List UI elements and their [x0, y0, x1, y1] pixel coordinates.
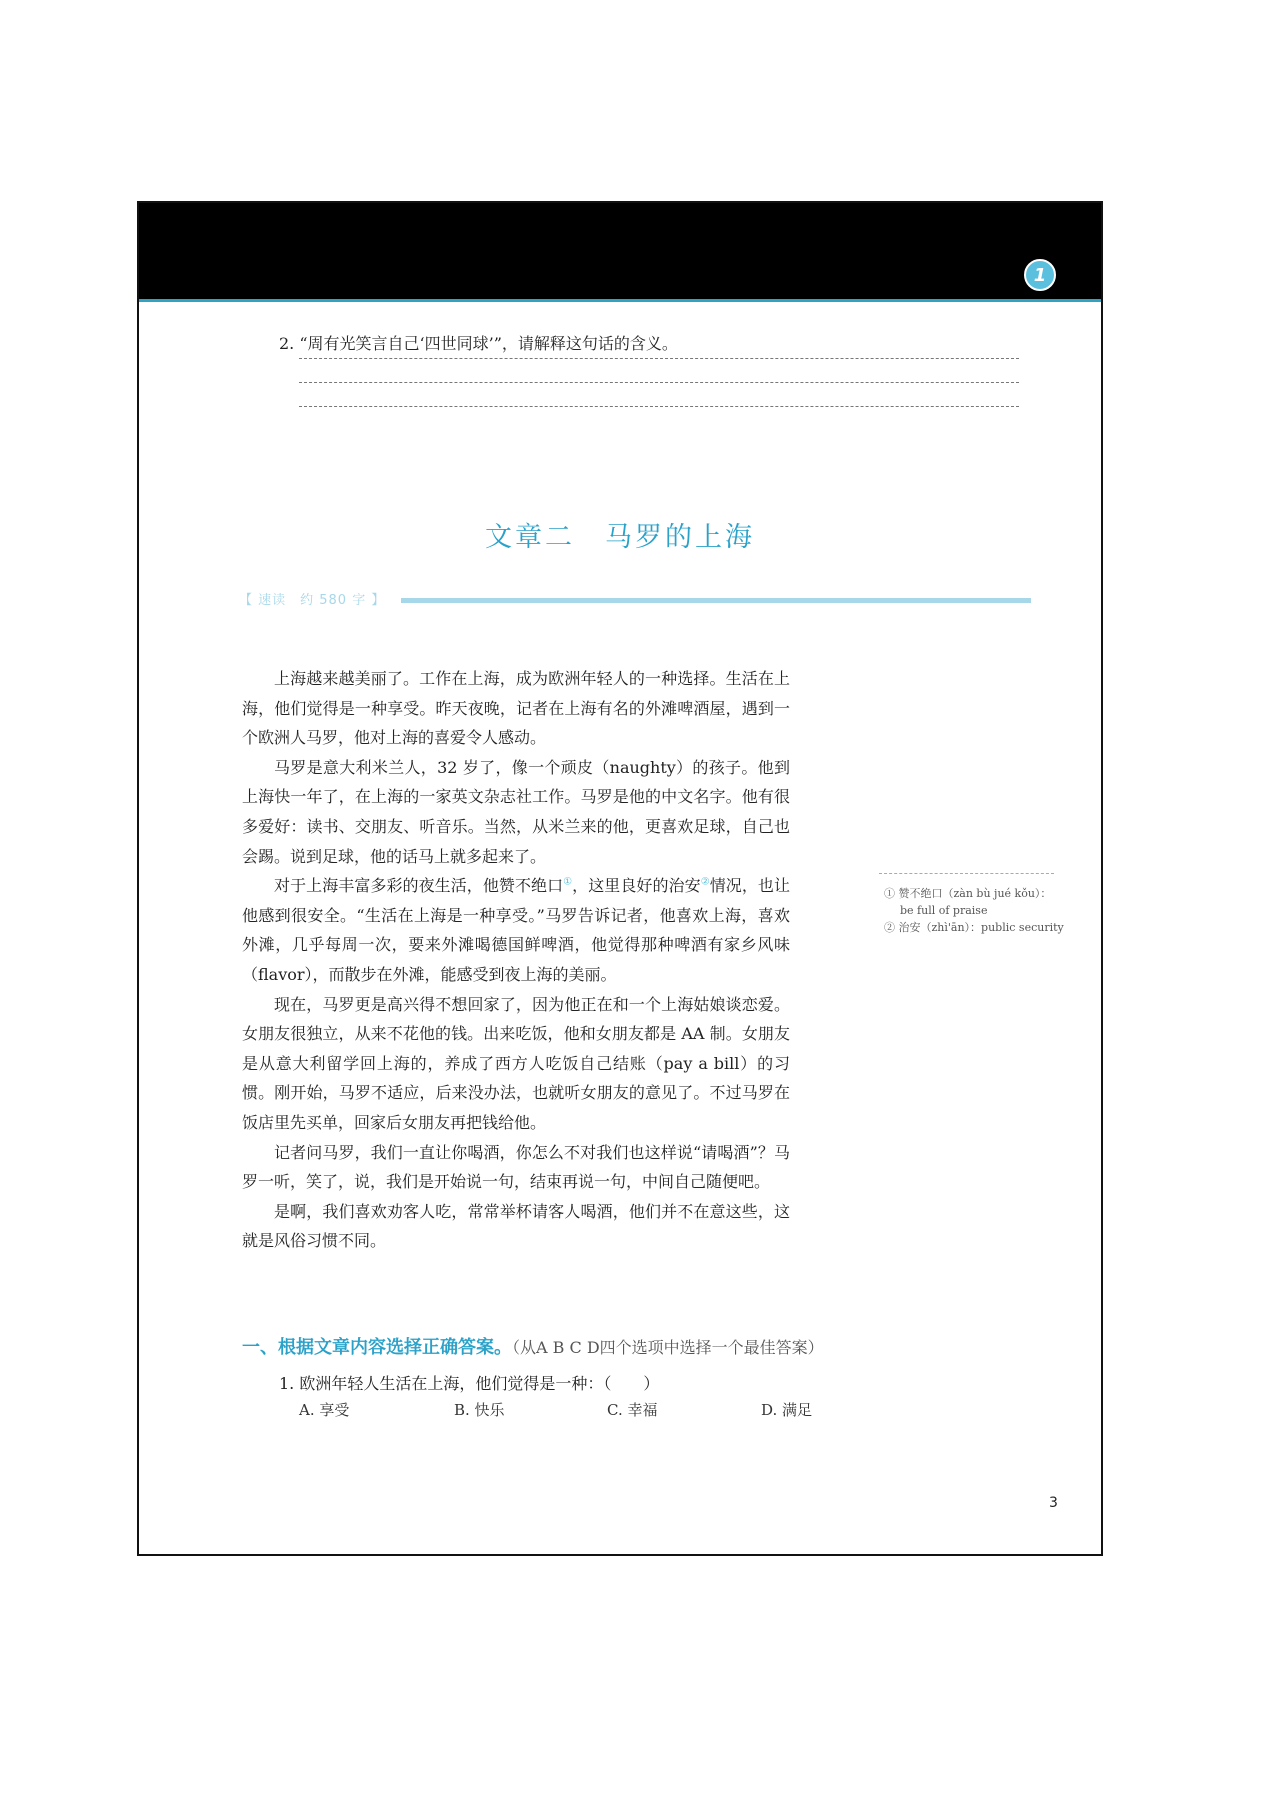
paragraph: 记者问马罗，我们一直让你喝酒，你怎么不对我们也这样说“请喝酒”？马罗一听，笑了，说，我们是开始说一句，结束再说一句，中间自己随便吧。 [242, 1142, 790, 1192]
glossary-item: ② 治安（zhì'ān）：public security [884, 921, 1064, 934]
glossary [884, 885, 1064, 936]
article-body [242, 664, 790, 1256]
section-heading: 一、根据文章内容选择正确答案。 [242, 1337, 512, 1358]
article-title: 文章二 马罗的上海 [485, 522, 755, 553]
reading-info: 【 速读 约 580 字 】 [239, 593, 386, 608]
book-page [137, 201, 1103, 1556]
glossary-divider [879, 873, 1054, 874]
option-d[interactable]: D. 满足 [761, 1401, 813, 1419]
answer-line[interactable] [299, 382, 1019, 383]
question-2: 2. “周有光笑言自己‘四世同球’”，请解释这句话的含义。 [279, 334, 678, 353]
option-a[interactable]: A. 享受 [299, 1401, 350, 1419]
footnote-marker: ② [700, 876, 710, 888]
glossary-item: ① 赞不绝口（zàn bù jué kǒu）：be full of praise [884, 887, 1052, 917]
page-number: 3 [1049, 1495, 1058, 1511]
question-1: 1. 欧洲年轻人生活在上海，他们觉得是一种：（ ） [279, 1374, 660, 1393]
exercise-section-title [242, 1333, 824, 1359]
chapter-badge: 1 [1024, 259, 1056, 291]
section-note: （从A B C D四个选项中选择一个最佳答案） [512, 1338, 824, 1357]
option-b[interactable]: B. 快乐 [454, 1401, 505, 1419]
header-accent-line [139, 299, 1101, 302]
option-c[interactable]: C. 幸福 [607, 1401, 658, 1419]
answer-line[interactable] [299, 406, 1019, 407]
footnote-marker: ① [563, 876, 573, 888]
reading-bar [401, 598, 1031, 603]
answer-line[interactable] [299, 358, 1019, 359]
paragraph: 上海越来越美丽了。工作在上海，成为欧洲年轻人的一种选择。生活在上海，他们觉得是一种享受。昨天夜晚，记者在上海有名的外滩啤酒屋，遇到一个欧洲人马罗，他对上海的喜爱令人感动。 [242, 669, 790, 748]
paragraph: 马罗是意大利米兰人，32 岁了，像一个顽皮（naughty）的孩子。他到上海快一年了，在上海的一家英文杂志社工作。马罗是他的中文名字。他有很多爱好：读书、交朋友、听音乐。当然，从米兰来的他，更喜欢足球，自己也会踢。说到足球，他的话马上就多起来了。 [242, 757, 790, 866]
paragraph: 是啊，我们喜欢劝客人吃，常常举杯请客人喝酒，他们并不在意这些，这就是风俗习惯不同。 [242, 1201, 790, 1251]
paragraph: 对于上海丰富多彩的夜生活，他赞不绝口①，这里良好的治安②情况，也让他感到很安全。“生活在上海是一种享受。”马罗告诉记者，他喜欢上海，喜欢外滩，几乎每周一次，要来外滩喝德国鲜啤酒，他觉得那种啤酒有家乡风味（flavor），而散步在外滩，能感受到夜上海的美丽。 [242, 876, 790, 984]
header-band [139, 203, 1101, 299]
paragraph: 现在，马罗更是高兴得不想回家了，因为他正在和一个上海姑娘谈恋爱。女朋友很独立，从来不花他的钱。出来吃饭，他和女朋友都是 AA 制。女朋友是从意大利留学回上海的，养成了西方人吃饭自己结账（pay a bill）的习惯。刚开始，马罗不适应，后来没办法，也就听女朋友的意见了。不过马罗在饭店里先买单，回家后女朋友再把钱给他。 [242, 994, 790, 1132]
